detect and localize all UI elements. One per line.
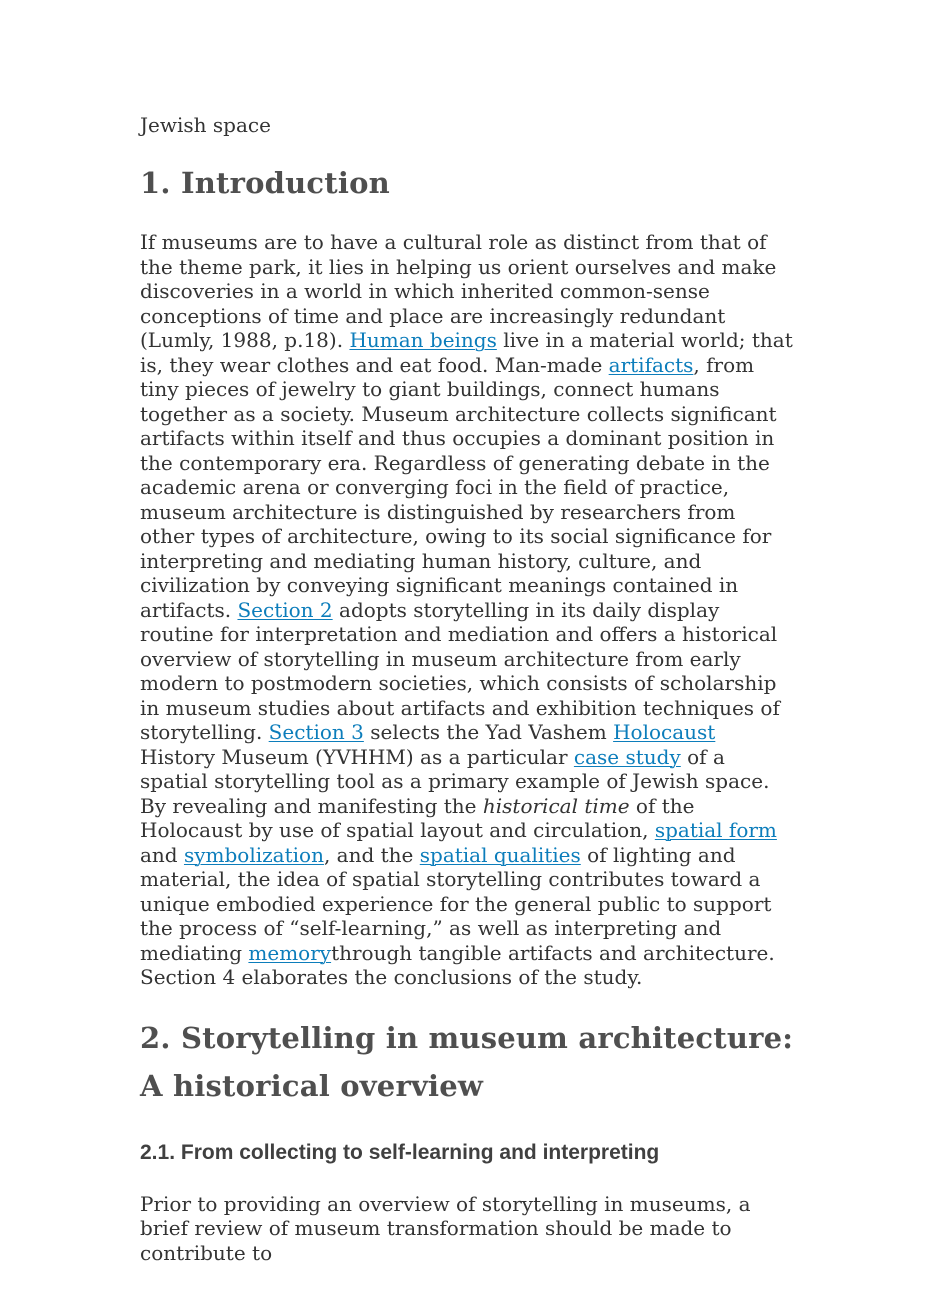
paragraph-text: and (140, 842, 184, 867)
paragraph-text: of a spatial storytelling tool as a primary example of Jewish space. By revealing and manifesting the (140, 744, 770, 818)
section-1-heading: 1. Introduction (140, 166, 390, 200)
paragraph-text: of the Holocaust by use of spatial layout and circulation, (140, 793, 695, 842)
keyword-lead: Jewish space (140, 113, 271, 137)
inline-reference-link[interactable]: memory (248, 940, 332, 965)
paragraph-text: live in a material world; that is, they wear clothes and eat food. Man-made (140, 328, 793, 377)
section-2-heading: 2. Storytelling in museum architecture: A historical overview (140, 1020, 794, 1103)
subsection-2-1-heading: 2.1. From collecting to self-learning and interpreting (140, 1140, 660, 1164)
paragraph-text: , from tiny pieces of jewelry to giant buildings, connect humans together as a society. Museum architecture collects significant artifacts within itself and thus occupies a dominant position in the contemporary era. Regardless of generating debate in the academic arena or converging foci in the field of practice, museum architecture is distinguished by researchers from other types of architecture, owing to its social significance for interpreting and mediating human history, culture, and civilization by conveying significant meanings contained in artifacts. (140, 352, 777, 622)
inline-reference-link[interactable]: spatial qualities (419, 842, 581, 867)
inline-reference-link[interactable]: spatial form (654, 818, 777, 842)
inline-reference-link[interactable]: symbolization (183, 842, 324, 867)
inline-reference-link[interactable]: case study (573, 744, 681, 769)
paragraph-text: selects the Yad Vashem (363, 720, 614, 744)
emphasis-text: historical time (482, 793, 630, 818)
article-content (140, 113, 795, 1265)
paragraph-text: History Museum (YVHHM) as a particular (140, 744, 574, 769)
paragraph-text: through tangible artifacts and architecture. Section 4 elaborates the conclusions of the study. (140, 940, 775, 989)
paragraph-text: adopts storytelling in its daily display routine for interpretation and mediation and offers a historical overview of storytelling in museum architecture from early modern to postmodern societies, which consists of scholarship in museum studies about artifacts and exhibition techniques of storytelling. (140, 597, 780, 744)
inline-reference-link[interactable]: Section 2 (237, 597, 333, 622)
paragraph-text: , and the (323, 842, 420, 867)
inline-reference-link[interactable]: Holocaust (613, 720, 716, 744)
paragraph-text: If museums are to have a cultural role as distinct from that of the theme park, it lies in helping us orient ourselves and make discoveries in a world in which inherited common-sense conceptions of time and place are increasingly redundant (Lumly, 1988, p.18). (140, 230, 777, 352)
inline-reference-link[interactable]: Human beings (349, 328, 497, 352)
section-1-paragraph (140, 230, 795, 990)
paragraph-text: of lighting and material, the idea of spatial storytelling contributes toward a unique embodied experience for the general public to support the process of “self-learning,” as well as interpreting and mediating (140, 842, 772, 965)
inline-reference-link[interactable]: artifacts (608, 352, 694, 377)
inline-reference-link[interactable]: Section 3 (268, 720, 364, 744)
subsection-2-1-paragraph: Prior to providing an overview of storytelling in museums, a brief review of museum transformation should be made to contribute to (140, 1191, 751, 1265)
